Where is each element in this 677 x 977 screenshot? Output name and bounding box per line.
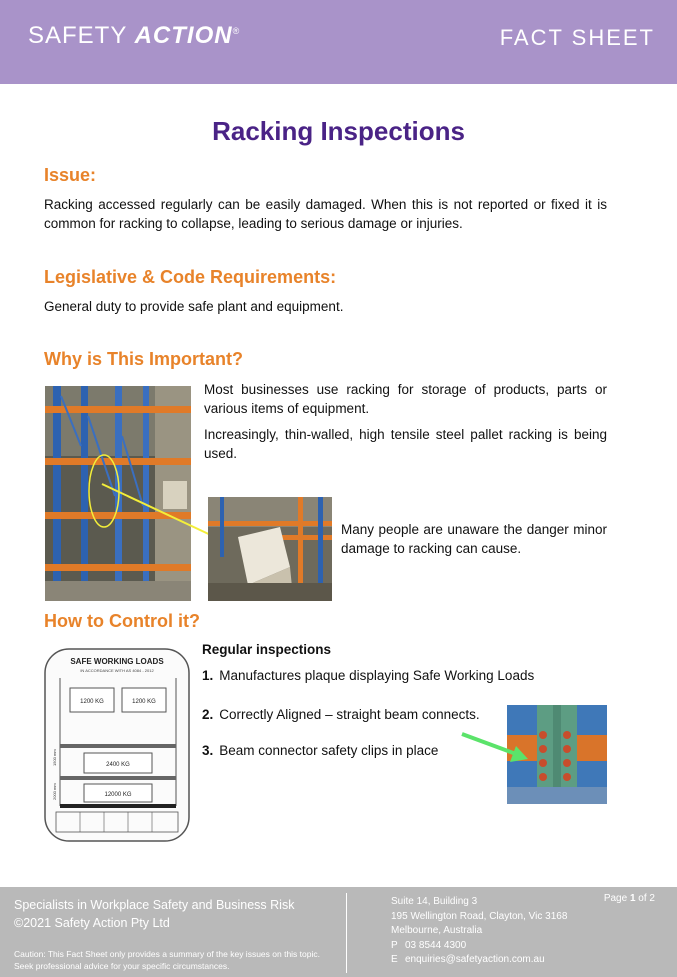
phone-number: 03 8544 4300	[405, 939, 467, 951]
damaged-racking-photo	[208, 497, 332, 601]
logo-registered-mark: ®	[232, 26, 241, 36]
email-address: enquiries@safetyaction.com.au	[405, 954, 545, 965]
logo-word-action: ACTION	[134, 22, 233, 49]
plaque-title: SAFE WORKING LOADS	[70, 657, 164, 666]
address-line-2: 195 Wellington Road, Clayton, Vic 3168	[391, 910, 568, 922]
fact-sheet-label: FACT SHEET	[499, 25, 655, 50]
control-item-3	[202, 743, 438, 758]
address-line-1: Suite 14, Building 3	[391, 896, 478, 907]
plaque-height-2: 2000 mm	[52, 783, 57, 800]
issue-heading: Issue:	[44, 165, 97, 185]
page-suffix: of 2	[635, 893, 655, 904]
plaque-load-4: 12000 KG	[104, 792, 132, 798]
why-heading: Why is This Important?	[44, 349, 244, 369]
legislative-text: General duty to provide safe plant and equipment.	[44, 299, 344, 314]
phone-line	[391, 939, 567, 954]
control-item-1-number: 1.	[202, 668, 214, 683]
logo-word-safety: SAFETY	[28, 22, 127, 49]
why-paragraph-3: Many people are unaware the danger minor damage to racking can cause.	[341, 522, 607, 556]
plaque-load-1: 1200 KG	[80, 699, 104, 705]
page-number: 1	[629, 893, 636, 904]
control-item-3-number: 3.	[202, 743, 214, 758]
footer-caution: Caution: This Fact Sheet only provides a summary of the key issues on this topic. Seek professional advice for your specific circumstances.	[14, 949, 320, 971]
plaque-load-3: 2400 KG	[106, 762, 130, 768]
issue-text: Racking accessed regularly can be easily damaged. When this is not reported or fixed it is common for racking to collapse, leading to serious damage or injuries.	[44, 197, 607, 231]
footer-left	[14, 896, 334, 972]
page-title: Racking Inspections	[212, 116, 465, 146]
green-arrow-icon	[460, 728, 535, 768]
control-item-2-text: Correctly Aligned – straight beam connects.	[219, 707, 480, 722]
phone-label: P	[391, 939, 398, 951]
footer-address	[391, 895, 567, 968]
footer-divider	[346, 893, 347, 973]
footer-copyright: ©2021 Safety Action Pty Ltd	[14, 916, 170, 930]
plaque-load-2: 1200 KG	[132, 699, 156, 705]
footer-tagline: Specialists in Workplace Safety and Business Risk	[14, 898, 295, 912]
plaque-height-1: 1500 mm	[52, 749, 57, 766]
email-label: E	[391, 954, 398, 965]
why-paragraph-1: Most businesses use racking for storage of products, parts or various items of equipment.	[204, 382, 607, 416]
control-item-2-number: 2.	[202, 707, 214, 722]
why-paragraph-2: Increasingly, thin-walled, high tensile steel pallet racking is being used.	[204, 427, 607, 461]
control-heading: How to Control it?	[44, 611, 200, 631]
address-line-3: Melbourne, Australia	[391, 925, 483, 936]
control-item-1-text: Manufactures plaque displaying Safe Working Loads	[219, 668, 535, 683]
safe-working-loads-plaque	[44, 648, 190, 842]
footer	[0, 887, 677, 977]
page-prefix: Page	[603, 893, 630, 904]
safety-action-logo	[28, 22, 240, 50]
control-item-2	[202, 707, 480, 722]
header-banner	[0, 0, 677, 84]
regular-inspections-subheading: Regular inspections	[202, 642, 332, 657]
page-indicator	[604, 893, 655, 904]
legislative-heading: Legislative & Code Requirements:	[44, 267, 337, 287]
control-item-1	[202, 668, 534, 683]
plaque-subtitle: IN ACCORDANCE WITH AS 4084 - 2012	[80, 668, 154, 673]
email-line	[391, 953, 567, 968]
control-item-3-text: Beam connector safety clips in place	[219, 743, 439, 758]
